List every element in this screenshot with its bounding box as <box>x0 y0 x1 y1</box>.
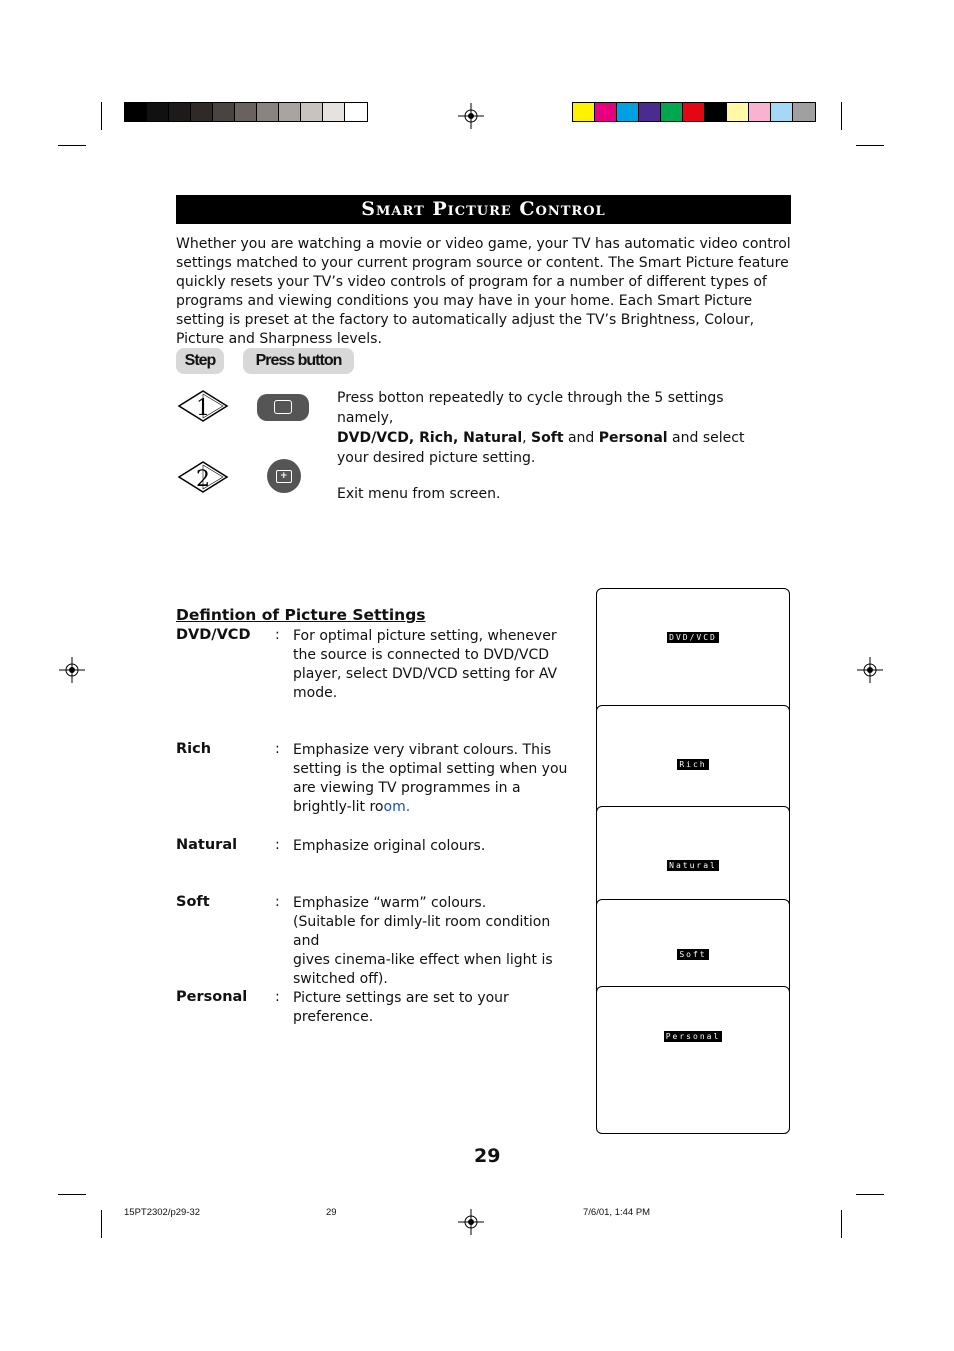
registration-target-icon <box>458 103 484 129</box>
color-swatch <box>191 103 213 121</box>
desc-personal: Picture settings are set to your preference. <box>293 990 509 1025</box>
osd-label: Natural <box>669 861 717 870</box>
definitions-title: Defintion of Picture Settings <box>176 606 426 624</box>
crop-mark <box>856 145 884 146</box>
step-2-number: 2 <box>196 467 210 492</box>
color-swatch <box>323 103 345 121</box>
colon: : <box>275 989 280 1005</box>
term-personal: Personal <box>176 989 248 1005</box>
color-swatch <box>345 103 367 121</box>
term-natural: Natural <box>176 837 238 853</box>
crop-mark <box>101 102 102 130</box>
crop-mark <box>58 1194 86 1195</box>
step-1-diamond-icon <box>177 389 229 423</box>
osd-label: Rich <box>679 760 707 769</box>
color-swatch <box>793 103 815 121</box>
color-calibration-bar <box>572 102 816 122</box>
color-swatch <box>125 103 147 121</box>
step-header: Step <box>176 348 224 374</box>
tv-screen-personal <box>596 986 790 1134</box>
osd-label: Personal <box>665 1032 721 1041</box>
crop-mark <box>58 145 86 146</box>
footer-date: 7/6/01, 1:44 PM <box>583 1207 651 1218</box>
page-title: Smart Picture Control <box>176 195 791 224</box>
color-swatch <box>661 103 683 121</box>
color-swatch <box>301 103 323 121</box>
colon: : <box>275 741 280 757</box>
color-swatch <box>771 103 793 121</box>
step-1-text: Press botton repeatedly to cycle through the 5 settings namely, DVD/VCD, Rich, Natural, Soft and Personal and select your desired picture setting. <box>337 390 745 466</box>
press-button-header: Press button <box>243 348 354 374</box>
term-dvd-vcd: DVD/VCD <box>176 627 251 643</box>
crop-mark <box>101 1210 102 1238</box>
step-2-diamond-icon <box>177 460 229 494</box>
color-swatch <box>235 103 257 121</box>
registration-target-icon <box>59 657 85 683</box>
registration-target-icon <box>857 657 883 683</box>
color-swatch <box>257 103 279 121</box>
desc-rich: Emphasize very vibrant colours. This setting is the optimal setting when you are viewing TV programmes in a brightly-lit room. <box>293 742 568 815</box>
color-swatch <box>639 103 661 121</box>
color-swatch <box>683 103 705 121</box>
crop-mark <box>841 1210 842 1238</box>
term-rich: Rich <box>176 741 212 757</box>
color-swatch <box>169 103 191 121</box>
desc-natural: Emphasize original colours. <box>293 838 486 854</box>
desc-dvd-vcd: For optimal picture setting, whenever the source is connected to DVD/VCD player, select DVD/VCD setting for AV mode. <box>293 628 558 701</box>
colon: : <box>275 627 280 643</box>
color-swatch <box>727 103 749 121</box>
color-swatch <box>147 103 169 121</box>
color-swatch <box>573 103 595 121</box>
color-swatch <box>213 103 235 121</box>
page-number: 29 <box>474 1145 501 1167</box>
registration-target-icon <box>458 1209 484 1235</box>
desc-soft: Emphasize “warm” colours. (Suitable for dimly-lit room condition and gives cinema-like effect when light is switched off). <box>293 895 553 987</box>
osd-label: Soft <box>679 950 707 959</box>
colon: : <box>275 837 280 853</box>
color-swatch <box>279 103 301 121</box>
footer-file: 15PT2302/p29-32 <box>124 1207 201 1218</box>
color-swatch <box>705 103 727 121</box>
color-swatch <box>595 103 617 121</box>
osd-button-icon: + <box>267 459 301 493</box>
osd-label: DVD/VCD <box>669 633 717 642</box>
intro-paragraph: Whether you are watching a movie or video game, your TV has automatic video control settings matched to your current program source or content. The Smart Picture feature quickly resets your TV’s video controls of program for a number of different types of programs and viewing conditions you may have in your home. Each Smart Picture setting is preset at the factory to automatically adjust the TV’s Brightness, Colour, Picture and Sharpness levels. <box>176 236 791 347</box>
step-2-text: Exit menu from screen. <box>337 486 501 502</box>
term-soft: Soft <box>176 894 210 910</box>
footer-page: 29 <box>326 1207 337 1218</box>
crop-mark <box>841 102 842 130</box>
color-swatch <box>617 103 639 121</box>
colon: : <box>275 894 280 910</box>
color-swatch <box>749 103 771 121</box>
smart-picture-button-icon <box>257 394 309 421</box>
step-1-number: 1 <box>196 396 210 421</box>
crop-mark <box>856 1194 884 1195</box>
grayscale-calibration-bar <box>124 102 368 122</box>
